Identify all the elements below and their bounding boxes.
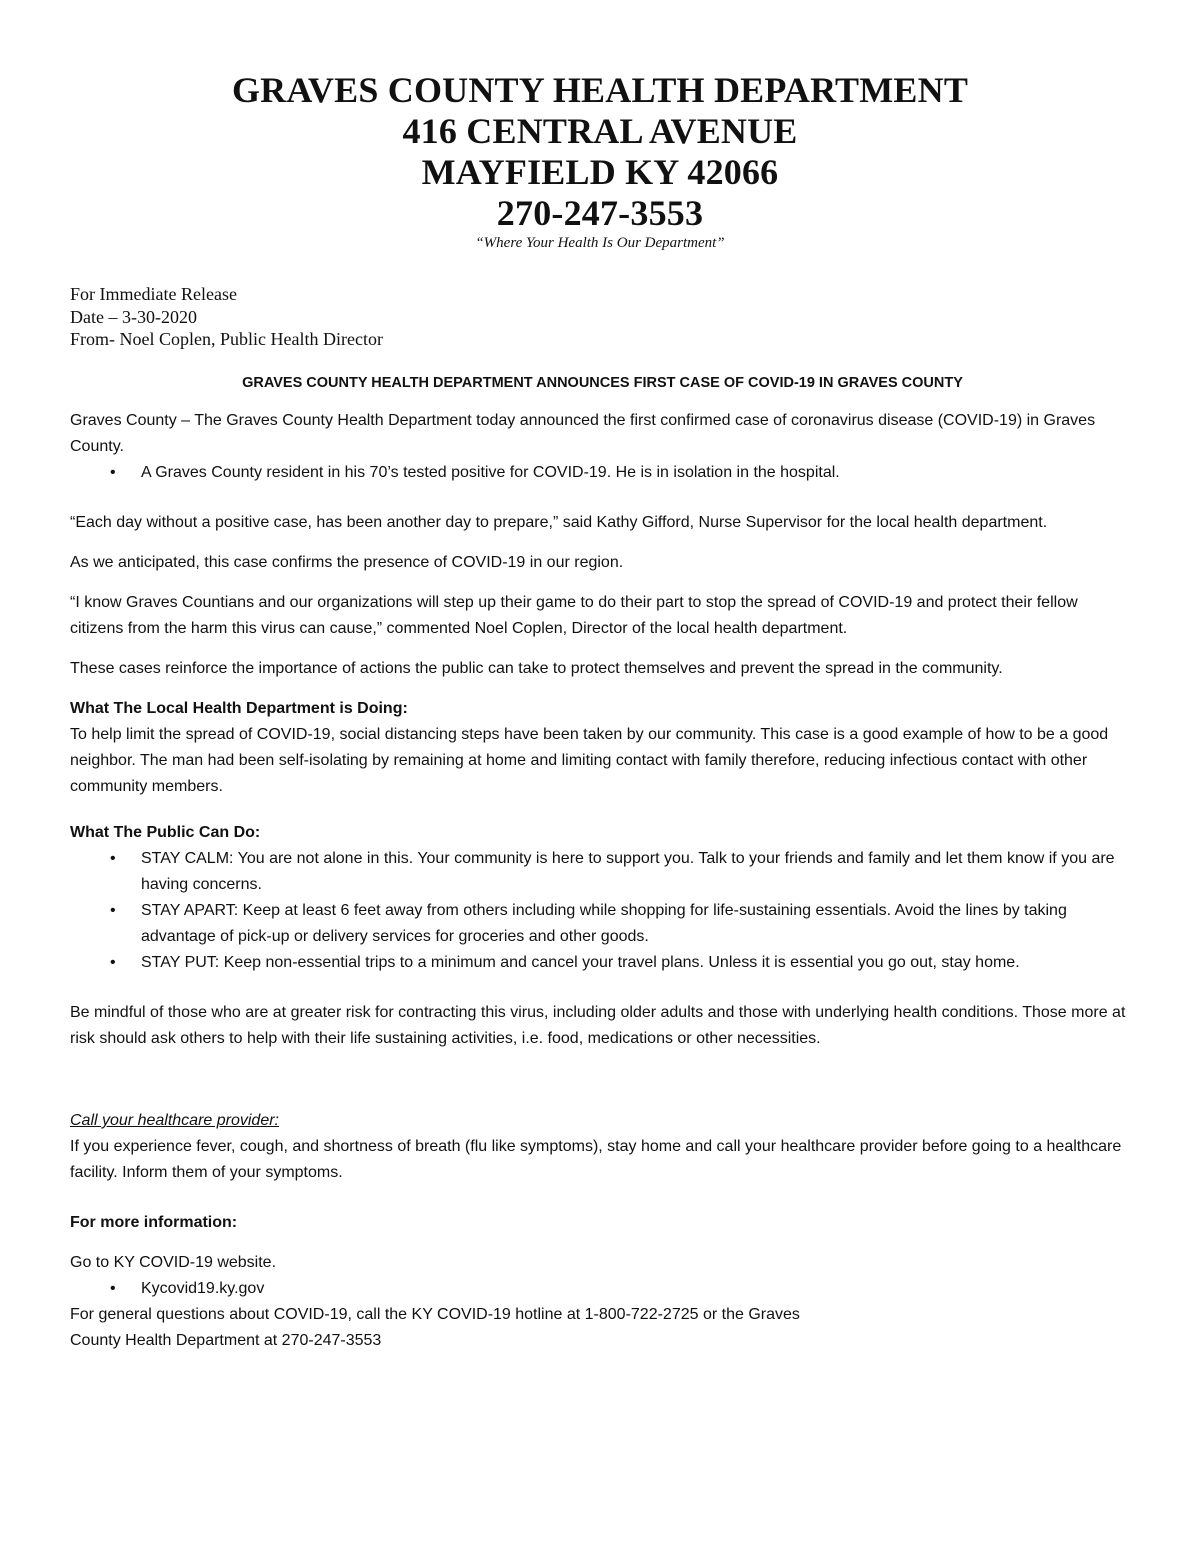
bullet-icon: •	[110, 850, 116, 867]
letterhead-phone: 270-247-3553	[496, 193, 704, 233]
website-list	[70, 1276, 1135, 1302]
quote-gifford: “Each day without a positive case, has been another day to prepare,” said Kathy Gifford, Nurse Supervisor for the local health department.	[70, 514, 1048, 531]
call-provider-paragraph: If you experience fever, cough, and shortness of breath (flu like symptoms), stay home and call your healthcare provider before going to a healthcare facility. Inform them of your symptoms.	[70, 1138, 1122, 1181]
more-info-paragraph: Go to KY COVID-19 website.	[70, 1254, 277, 1271]
letterhead-city: MAYFIELD KY 42066	[421, 152, 779, 192]
public-heading: What The Public Can Do:	[70, 824, 261, 841]
release-info	[70, 283, 383, 351]
letterhead	[0, 70, 1200, 252]
bullet-icon: •	[110, 902, 116, 919]
letterhead-street: 416 CENTRAL AVENUE	[402, 111, 798, 151]
list-item	[70, 460, 1135, 486]
bullet-icon: •	[110, 954, 116, 971]
anticipated-paragraph: As we anticipated, this case confirms the presence of COVID-19 in our region.	[70, 554, 624, 571]
case-text: A Graves County resident in his 70’s tested positive for COVID-19. He is in isolation in the hospital.	[141, 464, 840, 481]
bullet-icon: •	[110, 1280, 116, 1297]
reinforce-paragraph: These cases reinforce the importance of actions the public can take to protect themselves and prevent the spread in the community.	[70, 660, 1003, 677]
bullet-icon: •	[110, 464, 116, 481]
stay-put-text: STAY PUT: Keep non-essential trips to a minimum and cancel your travel plans. Unless it is essential you go out, stay home.	[141, 954, 1020, 971]
hotline-line-2: County Health Department at 270-247-3553	[70, 1332, 382, 1349]
hotline-line-1: For general questions about COVID-19, call the KY COVID-19 hotline at 1-800-722-2725 or the Graves	[70, 1306, 800, 1323]
headline: GRAVES COUNTY HEALTH DEPARTMENT ANNOUNCES FIRST CASE OF COVID-19 IN GRAVES COUNTY	[242, 375, 963, 391]
release-body	[70, 372, 1135, 1354]
mindful-paragraph: Be mindful of those who are at greater risk for contracting this virus, including older adults and those with underlying health conditions. Those more at risk should ask others to help with their life sustaining activities, i.e. food, medications or other necessities.	[70, 1004, 1126, 1047]
dept-paragraph: To help limit the spread of COVID-19, social distancing steps have been taken by our community. This case is a good example of how to be a good neighbor. The man had been self-isolating by remaining at home and limiting contact with family therefore, reducing infectious contact with other community members.	[70, 726, 1109, 795]
quote-coplen: “I know Graves Countians and our organizations will step up their game to do their part to stop the spread of COVID-19 and protect their fellow citizens from the harm this virus can cause,” commented Noel Coplen, Director of the local health department.	[70, 594, 1078, 637]
release-from: From- Noel Coplen, Public Health Director	[70, 329, 383, 349]
list-item	[70, 898, 1135, 950]
list-item	[70, 1276, 1135, 1302]
stay-calm-text: STAY CALM: You are not alone in this. Your community is here to support you. Talk to your friends and family and let them know if you are having concerns.	[141, 850, 1115, 893]
website-link[interactable]: Kycovid19.ky.gov	[141, 1280, 265, 1297]
intro-paragraph: Graves County – The Graves County Health Department today announced the first confirmed case of coronavirus disease (COVID-19) in Graves County.	[70, 412, 1096, 455]
letterhead-tagline: “Where Your Health Is Our Department”	[475, 235, 725, 251]
release-date: Date – 3-30-2020	[70, 306, 197, 327]
public-actions-list	[70, 846, 1135, 976]
list-item	[70, 846, 1135, 898]
more-info-heading: For more information:	[70, 1214, 238, 1231]
call-provider-heading: Call your healthcare provider:	[70, 1112, 279, 1129]
letterhead-org-name: GRAVES COUNTY HEALTH DEPARTMENT	[231, 70, 969, 110]
case-list	[70, 460, 1135, 486]
list-item	[70, 950, 1135, 976]
dept-heading: What The Local Health Department is Doing:	[70, 700, 408, 717]
stay-apart-text: STAY APART: Keep at least 6 feet away from others including while shopping for life-sustaining essentials. Avoid the lines by taking advantage of pick-up or delivery services for groceries and other goods.	[141, 902, 1067, 945]
release-type: For Immediate Release	[70, 284, 237, 304]
